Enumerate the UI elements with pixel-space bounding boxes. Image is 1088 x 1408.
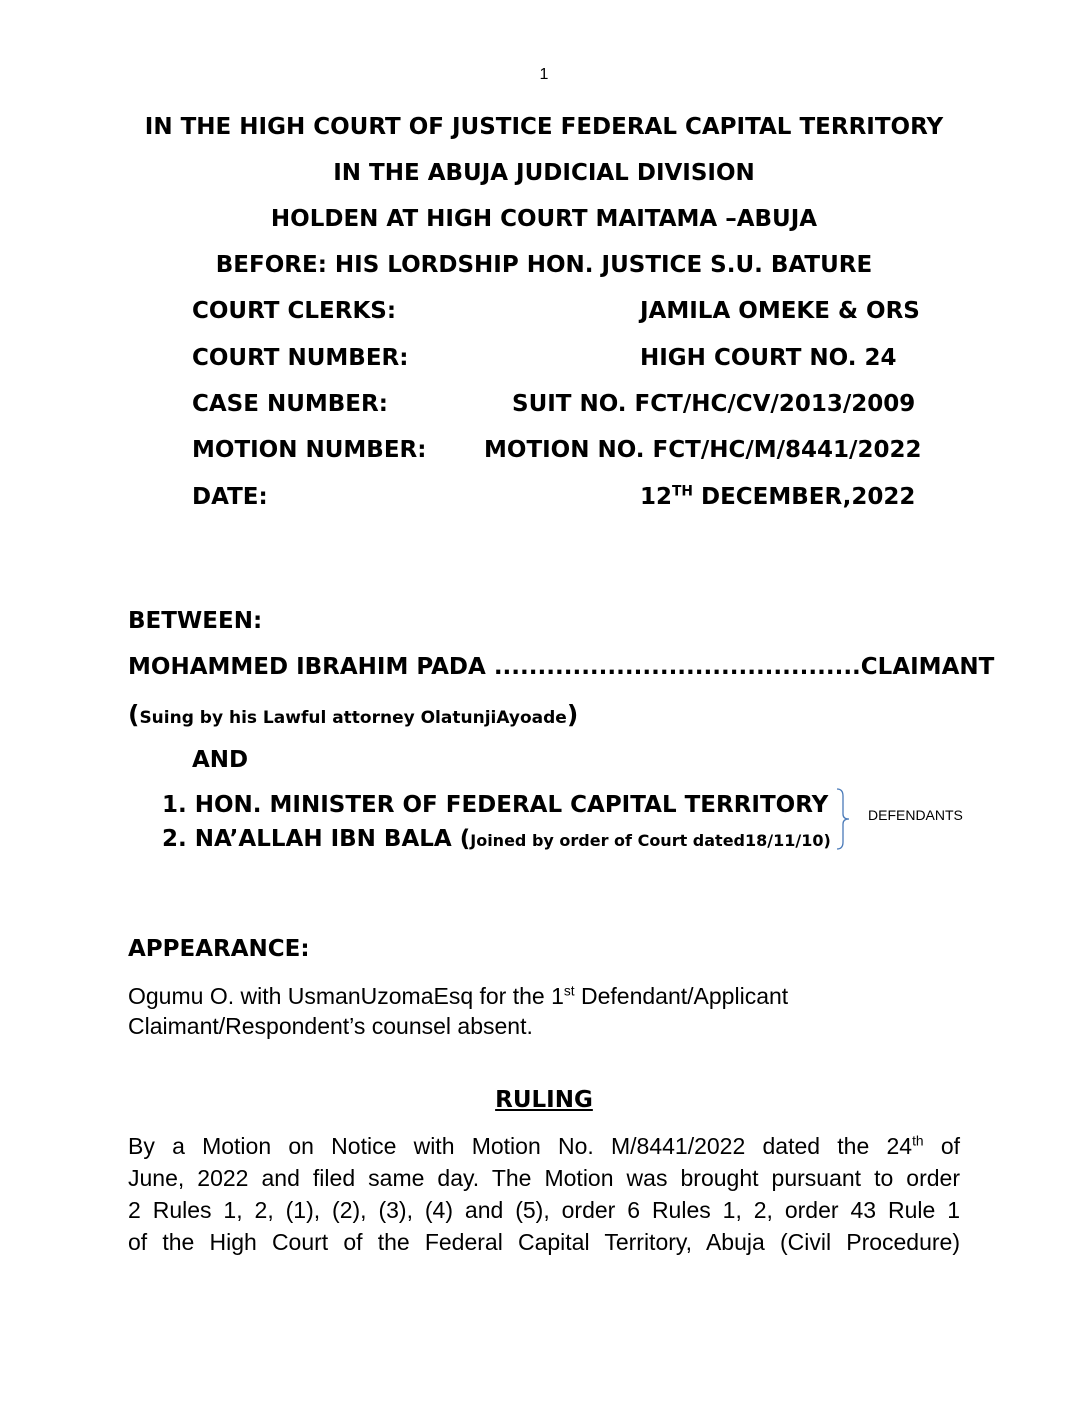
ruling-heading: RULING <box>495 1087 593 1113</box>
ruling-ordinal: th <box>912 1133 924 1149</box>
defendants-label: DEFENDANTS <box>868 807 963 823</box>
motion-number-label: MOTION NUMBER: <box>192 437 427 463</box>
ruling-line-1 <box>128 1133 960 1160</box>
appearance-ordinal: st <box>563 983 575 999</box>
court-number-label: COURT NUMBER: <box>192 345 409 371</box>
case-number-label: CASE NUMBER: <box>192 391 388 417</box>
defendants-brace <box>836 788 850 850</box>
judicial-division: IN THE ABUJA JUDICIAL DIVISION <box>333 160 755 186</box>
date-label: DATE: <box>192 484 268 510</box>
court-clerks-value: JAMILA OMEKE & ORS <box>640 298 920 324</box>
suing-text: Suing by his Lawful attorney OlatunjiAyoade <box>139 708 567 728</box>
appearance-line-2: Claimant/Respondent’s counsel absent. <box>128 1013 533 1039</box>
defendant-2-name: 2. NA’ALLAH IBN BALA ( <box>162 826 471 852</box>
ruling-line-3: 2 Rules 1, 2, (1), (2), (3), (4) and (5), order 6 Rules 1, 2, order 43 Rule 1 <box>128 1197 960 1223</box>
date-suffix: TH <box>672 483 693 500</box>
suing-open-paren: ( <box>128 700 140 729</box>
court-number-value: HIGH COURT NO. 24 <box>640 345 897 371</box>
date-month-year: DECEMBER,2022 <box>692 484 916 510</box>
court-title: IN THE HIGH COURT OF JUSTICE FEDERAL CAPITAL TERRITORY <box>144 114 944 140</box>
ruling-line-4: of the High Court of the Federal Capital Territory, Abuja (Civil Procedure) <box>128 1229 960 1255</box>
and-connector: AND <box>192 747 249 773</box>
appearance-line-1-post: Defendant/Applicant <box>574 983 789 1009</box>
claimant-line: MOHAMMED IBRAHIM PADA ..........................................CLAIMANT <box>128 654 995 680</box>
court-location: HOLDEN AT HIGH COURT MAITAMA –ABUJA <box>270 206 818 232</box>
defendant-1: 1. HON. MINISTER OF FEDERAL CAPITAL TERRITORY <box>162 792 829 818</box>
appearance-line-1 <box>128 983 788 1010</box>
case-number-value: SUIT NO. FCT/HC/CV/2013/2009 <box>512 391 916 417</box>
between-heading: BETWEEN: <box>128 608 263 634</box>
appearance-heading: APPEARANCE: <box>128 936 310 962</box>
date-value <box>640 484 915 510</box>
defendant-2 <box>162 826 831 852</box>
court-clerks-label: COURT CLERKS: <box>192 298 397 324</box>
defendant-2-note: Joined by order of Court dated18/11/10) <box>470 831 831 850</box>
suing-note <box>128 700 578 729</box>
ruling-line-2: June, 2022 and filed same day. The Motion was brought pursuant to order <box>128 1165 960 1191</box>
ruling-line-1-post: of <box>923 1133 961 1159</box>
ruling-line-1-pre: By a Motion on Notice with Motion No. M/8441/2022 dated the 24 <box>128 1133 913 1159</box>
page-number: 1 <box>539 66 549 83</box>
suing-close-paren: ) <box>566 700 579 729</box>
motion-number-value: MOTION NO. FCT/HC/M/8441/2022 <box>484 437 922 463</box>
appearance-line-1-pre: Ogumu O. with UsmanUzomaEsq for the 1 <box>128 983 564 1009</box>
date-day: 12 <box>640 484 673 510</box>
presiding-judge: BEFORE: HIS LORDSHIP HON. JUSTICE S.U. BATURE <box>215 252 873 278</box>
